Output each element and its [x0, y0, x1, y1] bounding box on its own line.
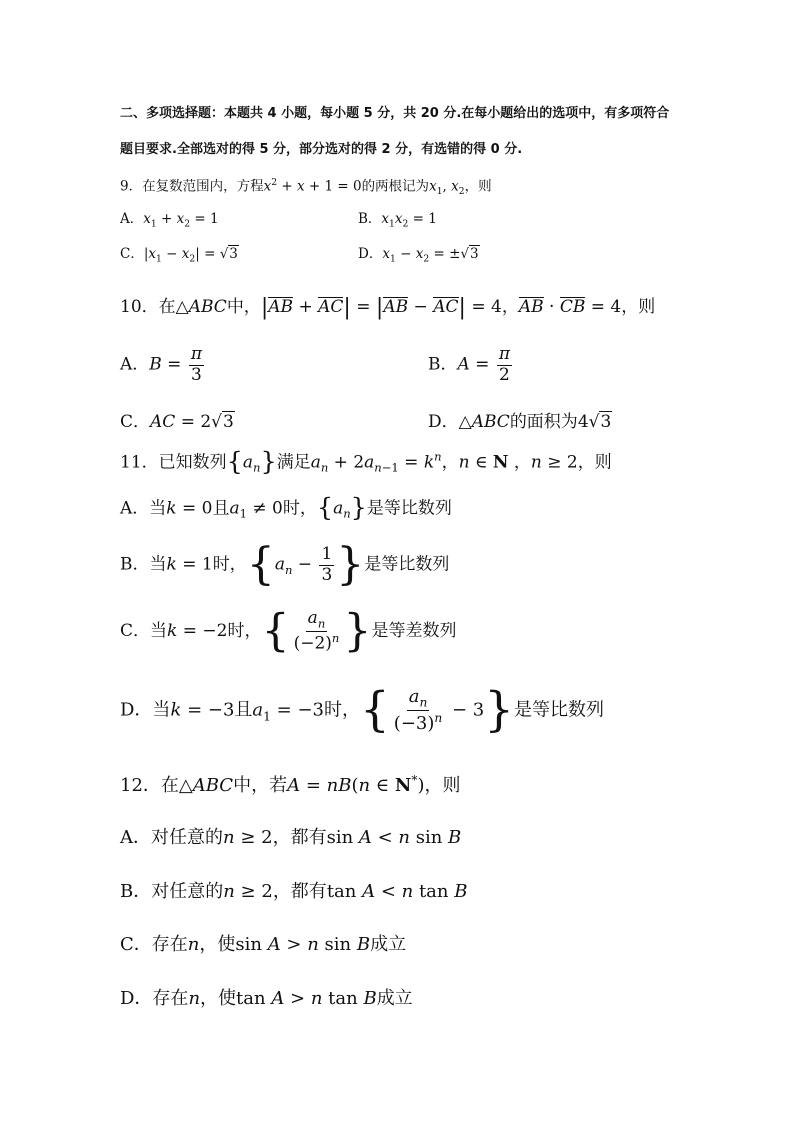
question-12-stem: 12．在△ABC中，若A = nB(n ∈ N*)，则 [120, 773, 461, 796]
question-11-option-a: A．当k = 0且$a_1 \ne 0$时，$\{a_n\}$是等比数列 [120, 493, 452, 523]
question-12-option-a: A．对任意的n ≥ 2，都有sin A < n sin B [120, 827, 462, 848]
question-10-option-d: D．△ABC的面积为4√3 [428, 412, 612, 432]
question-11-stem: 11．已知数列$\{a_n\}$满足$a_n + 2a_{n-1} = k^n$，n ∈ N ，n ≥ 2，则 [120, 447, 612, 477]
section-header-line2: 题目要求.全部选对的得 5 分，部分选对的得 2 分，有选错的得 0 分. [120, 142, 523, 157]
question-9-option-c: C．$|x_1 - x_2| = √3$ [120, 246, 238, 265]
section-header-line1: 二、多项选择题：本题共 4 小题，每小题 5 分，共 20 分.在每小题给出的选项中，有多项符合 [120, 106, 670, 121]
question-11-option-b: B．当k = 1时，{$a_n$ − $\frac{1}{3}$ }是等比数列 [120, 539, 450, 590]
question-10-stem: 10．在△ABC中，|AB + AC| = |AB − AC| = 4，AB · CB = 4，则 [120, 294, 656, 320]
question-10-option-a: A．B = $\frac{\pi}{3}$ [120, 344, 203, 385]
question-10-option-b: B．A = $\frac{\pi}{2}$ [428, 344, 511, 385]
question-12-option-d: D．存在n，使tan A > n tan B成立 [120, 988, 413, 1009]
question-12-option-c: C．存在n，使sin A > n sin B成立 [120, 934, 407, 955]
question-9-option-d: D．$x_1 - x_2 = \pm√3$ [358, 246, 479, 265]
question-11-option-c: C．当k = −2时，{ $\frac{a_n}{(-2)^n}$ }是等差数列 [120, 605, 457, 657]
question-12-option-b: B．对任意的n ≥ 2，都有tan A < n tan B [120, 881, 468, 902]
question-10-option-c: C．AC = 2√3 [120, 412, 234, 432]
question-9-stem: 9．在复数范围内，方程$x^2 + x + 1 = 0$的两根记为$x_1$, $x_2$，则 [120, 177, 492, 198]
question-9-option-b: B．$x_1x_2 = 1$ [358, 211, 437, 230]
question-9-option-a: A．$x_1 + x_2 = 1$ [120, 211, 219, 230]
question-11-option-d: D．当k = −3且$a_1 = -3$时，{ $\frac{a_n}{(-3)^n}$ − 3}是等比数列 [120, 683, 605, 738]
